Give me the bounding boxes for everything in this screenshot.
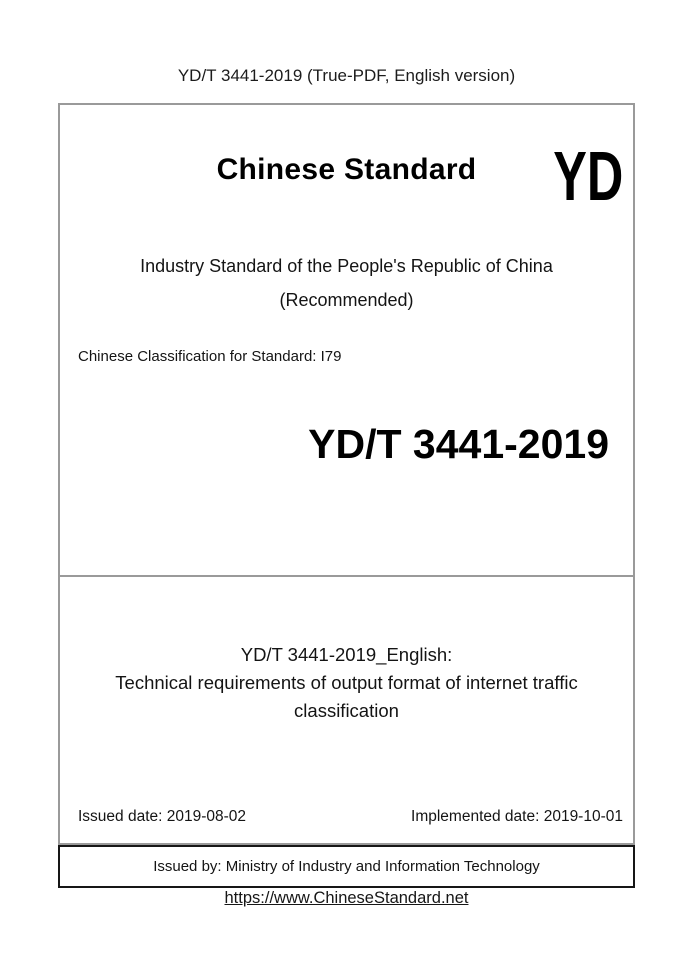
standard-number: YD/T 3441-2019 [308, 421, 609, 467]
english-title-block [60, 641, 633, 725]
issued-date: Issued date: 2019-08-02 [78, 808, 247, 825]
section-divider [60, 575, 633, 577]
standard-type-line1: Industry Standard of the People's Republic of China [140, 256, 553, 276]
implemented-date: Implemented date: 2019-10-01 [411, 808, 623, 825]
header-note: YD/T 3441-2019 (True-PDF, English version) [177, 66, 516, 85]
english-title-line2: Technical requirements of output format of internet traffic [115, 672, 578, 693]
dates-row [60, 808, 633, 826]
english-title-line1: YD/T 3441-2019_English: [240, 644, 453, 665]
issued-by-text: Issued by: Ministry of Industry and Information Technology [153, 858, 540, 875]
standard-type-block [60, 249, 633, 317]
yd-logo: YD [552, 137, 623, 215]
footer-url-row [0, 889, 693, 908]
cover-title: Chinese Standard [216, 153, 477, 186]
website-link[interactable]: https://www.ChineseStandard.net [224, 889, 469, 907]
english-title-line3: classification [294, 700, 399, 721]
cover-box [58, 103, 635, 845]
issued-by-box [58, 845, 635, 888]
standard-type-line2: (Recommended) [279, 290, 414, 310]
classification-note: Chinese Classification for Standard: I79 [78, 348, 342, 365]
